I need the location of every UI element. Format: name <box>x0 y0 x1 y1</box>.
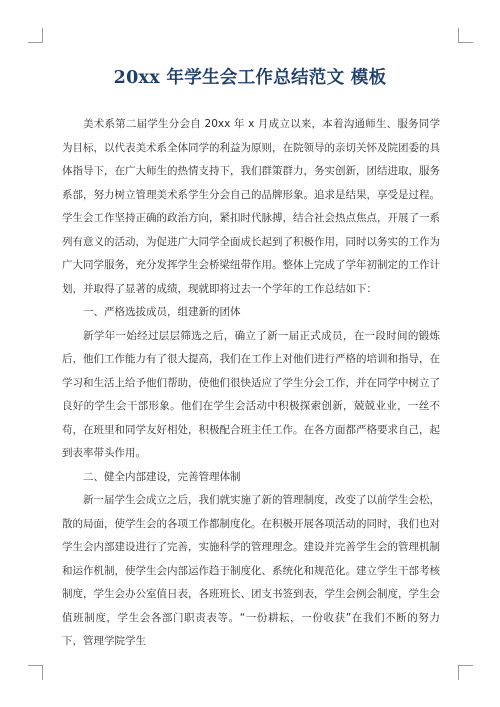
section-heading-2: 二、健全内部建设，完善管理体制 <box>83 470 241 483</box>
document-body <box>62 113 440 654</box>
paragraph-section-1: 新学年一始经过层层筛选之后，确立了新一届正式成员，在一段时间的锻炼后，他们工作能力有了很大提高，我们在工作上对他们进行严格的培训和指导，在学习和生活上给予他们帮助，使他们很快适应了学生分会工作，并在同学中树立了良好的学生会干部形象。他们在学生会活动中积极探索创新，兢兢业业，一丝不苟，在班里和同学友好相处，积极配合班主任工作。在各方面都严格要求自己，起到表率带头作用。 <box>62 329 440 459</box>
paragraph-intro: 美术系第二届学生分会自 20xx 年 x 月成立以来，本着沟通师生、服务同学为目标，以代表美术系全体同学的利益为原则，在院领导的亲切关怀及院团委的具体指导下，在广大师生的热情支持下，我们群策群力，务实创新，团结进取，服务系部，努力树立管理美术系学生分会自己的品牌形象。追求是结果，享受是过程。学生会工作坚持正确的政治方向，紧扣时代脉搏，结合社会热点焦点，开展了一系列有意义的活动，为促进广大同学全面成长起到了积极作用，同时以务实的工作为广大同学服务，充分发挥学生会桥梁纽带作用。整体上完成了学年初制定的工作计划，并取得了显著的成绩，现就即将过去一个学年的工作总结如下： <box>62 118 440 295</box>
crop-mark-bottom-right <box>458 665 473 680</box>
crop-mark-top-left <box>28 28 43 43</box>
document-title: 20xx 年学生会工作总结范文 模板 <box>113 68 387 88</box>
paragraph-section-2: 新一届学生会成立之后，我们就实施了新的管理制度，改变了以前学生会松，散的局面，使学生会的各项工作都制度化。在积极开展各项活动的同时，我们也对学生会内部建设进行了完善，实施科学的管理理念。建设并完善学生会的管理机制和运作机制，使学生会内部运作趋于制度化、系统化和规范化。建立学生干部考核制度，学生会办公室值日表，各班班长、团支书签到表，学生会例会制度，学生会值班制度，学生会各部门职责表等。“一份耕耘，一份收获”在我们不断的努力下，管理学院学生 <box>62 494 440 647</box>
crop-mark-top-right <box>458 28 473 43</box>
section-heading-1: 一、严格选拔成员，组建新的团体 <box>83 306 241 318</box>
crop-mark-bottom-left <box>28 665 43 680</box>
